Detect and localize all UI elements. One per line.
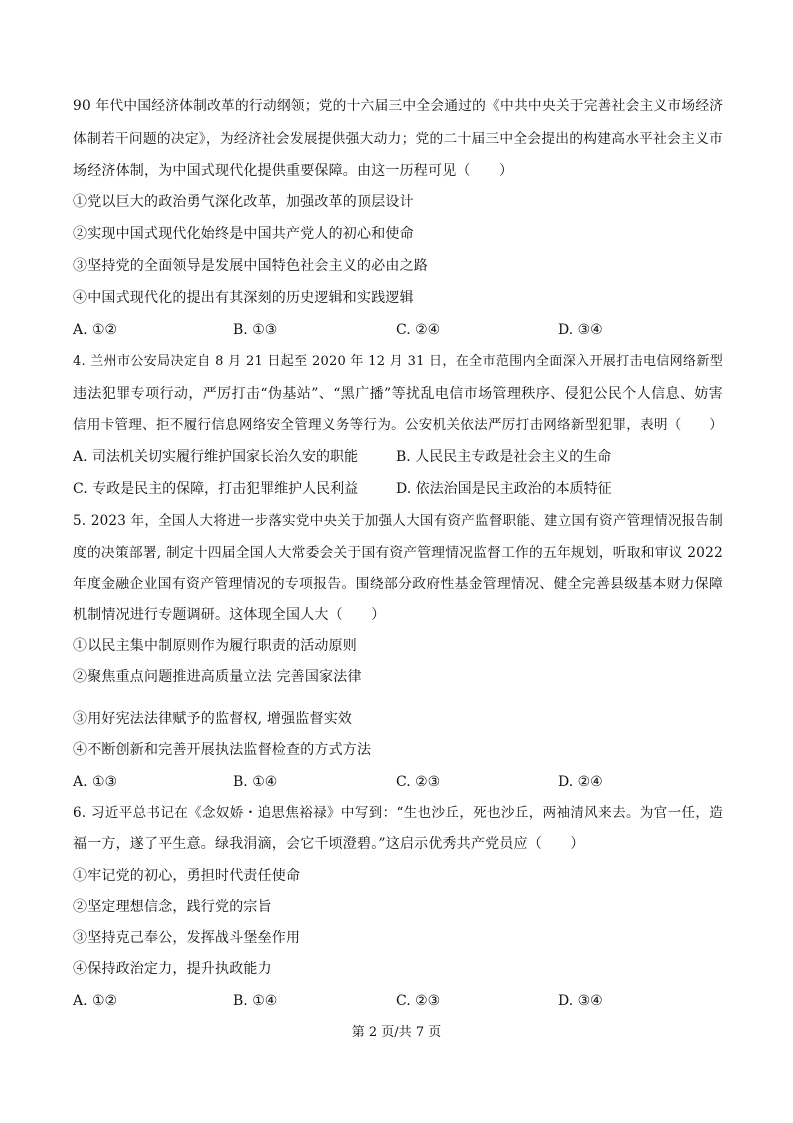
q5-stem-line-3: 年度金融企业国有资产管理情况的专项报告。围绕部分政府性基金管理情况、健全完善县级基本财力保障 (73, 576, 723, 592)
q3-statement-1: ①党以巨大的政治勇气深化改革，加强改革的顶层设计 (73, 194, 414, 210)
q4-option-d: D. 依法治国是民主政治的本质特征 (396, 481, 612, 497)
q6-option-b: B. ①④ (233, 993, 278, 1009)
q5-stem-line-1: 5. 2023 年，全国人大将进一步落实党中央关于加强人大国有资产监督职能、建立国有资产管理情况报告制 (73, 513, 723, 529)
q5-option-c: C. ②③ (396, 774, 441, 790)
q5-option-a: A. ①③ (73, 774, 118, 790)
q3-option-c: C. ②④ (396, 322, 441, 338)
q3-option-b: B. ①③ (233, 322, 278, 338)
q6-option-d: D. ③④ (558, 993, 603, 1009)
q5-stem-line-4: 机制情况进行专题调研。这体现全国人大（ ） (73, 607, 386, 623)
q3-statement-4: ④中国式现代化的提出有其深刻的历史逻辑和实践逻辑 (73, 290, 414, 306)
q4-option-c: C. 专政是民主的保障，打击犯罪维护人民利益 (73, 481, 359, 497)
q5-statement-4: ④不断创新和完善开展执法监督检查的方式方法 (73, 742, 372, 758)
q5-stem-line-2: 度的决策部署, 制定十四届全国人大常委会关于国有资产管理情况监督工作的五年规划，听取和审议 2022 (73, 545, 723, 561)
q4-option-b: B. 人民民主专政是社会主义的生命 (396, 449, 612, 465)
q6-option-a: A. ①② (73, 993, 118, 1009)
q3-stem-line-2: 体制若干问题的决定》，为经济社会发展提供强大动力；党的二十届三中全会提出的构建高水平社会主义市 (73, 131, 723, 147)
q4-stem-line-2: 违法犯罪专项行动，严厉打击“伪基站”、“黑广播”等扰乱电信市场管理秩序、侵犯公民个人信息、妨害 (73, 386, 723, 402)
q3-option-a: A. ①② (73, 322, 118, 338)
q5-option-d: D. ②④ (558, 774, 603, 790)
q4-option-a: A. 司法机关切实履行维护国家长治久安的职能 (73, 449, 359, 465)
q6-statement-1: ①牢记党的初心，勇担时代责任使命 (73, 868, 301, 884)
q6-stem-line-2: 福一方，遂了平生意。绿我涓滴，会它千顷澄碧。”这启示优秀共产党员应（ ） (73, 836, 585, 852)
q4-stem-line-3: 信用卡管理、拒不履行信息网络安全管理义务等行为。公安机关依法严厉打击网络新型犯罪，表明（ ） (73, 417, 723, 433)
q5-statement-1: ①以民主集中制原则作为履行职责的活动原则 (73, 638, 357, 654)
q6-statement-2: ②坚定理想信念，践行党的宗旨 (73, 899, 272, 915)
q6-statement-4: ④保持政治定力，提升执政能力 (73, 961, 272, 977)
q3-option-d: D. ③④ (558, 322, 603, 338)
q5-option-b: B. ①④ (233, 774, 278, 790)
q6-stem-line-1: 6. 习近平总书记在《念奴娇・追思焦裕禄》中写到：“生也沙丘，死也沙丘，两袖清风来去。为官一任，造 (73, 805, 723, 821)
page-number-footer: 第 2 页/共 7 页 (351, 1025, 442, 1040)
q4-stem-line-1: 4. 兰州市公安局决定自 8 月 21 日起至 2020 年 12 月 31 日，在全市范围内全面深入开展打击电信网络新型 (73, 354, 723, 369)
q3-statement-3: ③坚持党的全面领导是发展中国特色社会主义的必由之路 (73, 258, 428, 274)
q3-stem-line-3: 场经济体制，为中国式现代化提供重要保障。由这一历程可见（ ） (73, 163, 514, 179)
q5-statement-2: ②聚焦重点问题推进高质量立法 完善国家法律 (73, 669, 362, 685)
q6-option-c: C. ②③ (396, 993, 441, 1009)
q6-statement-3: ③坚持克己奉公，发挥战斗堡垒作用 (73, 930, 301, 946)
q3-stem-line-1: 90 年代中国经济体制改革的行动纲领；党的十六届三中全会通过的《中共中央关于完善社会主义市场经济 (73, 98, 724, 114)
q5-statement-3: ③用好宪法法律赋予的监督权, 增强监督实效 (73, 711, 353, 727)
q3-statement-2: ②实现中国式现代化始终是中国共产党人的初心和使命 (73, 226, 414, 242)
